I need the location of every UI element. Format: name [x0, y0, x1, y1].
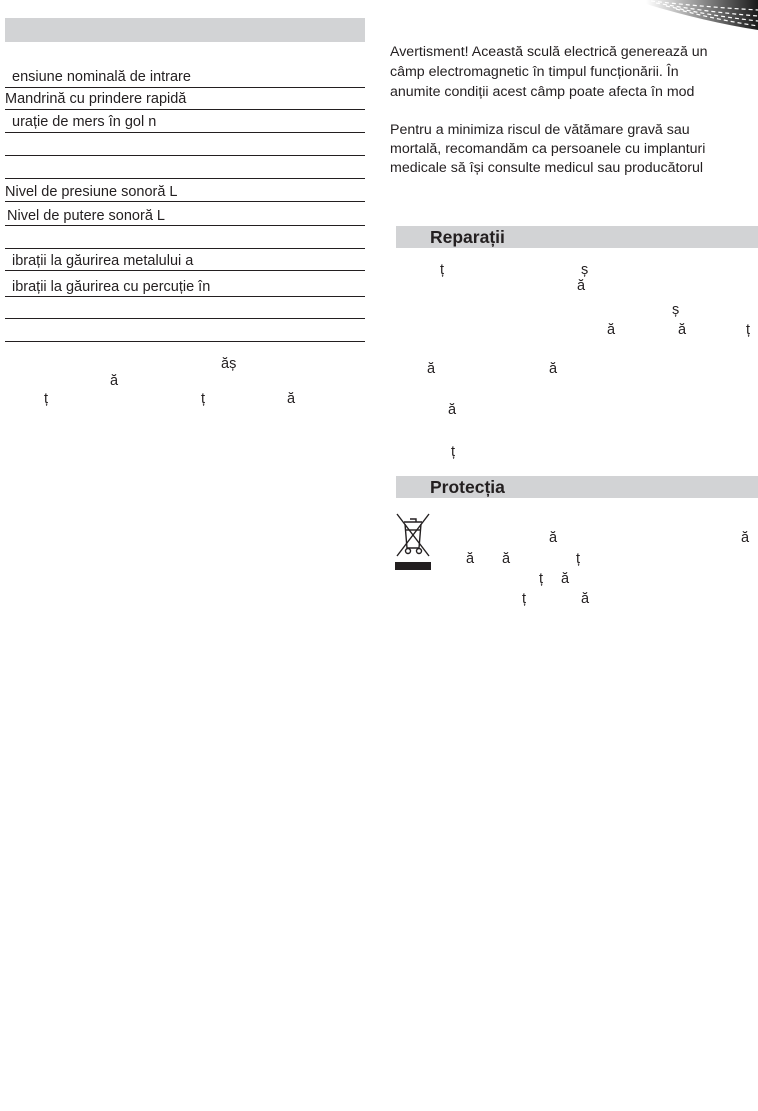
spec-row-label: Mandrină cu prindere rapidă [5, 91, 187, 107]
text-fragment: ă [607, 322, 616, 338]
text-fragment: ț [746, 322, 751, 338]
text-fragment: ă [110, 373, 119, 389]
spec-row-divider [5, 270, 365, 271]
paragraph-line: Avertisment! Această sculă electrică generează un [390, 44, 708, 60]
text-fragment: ă [678, 322, 687, 338]
repairs-section-title: Reparații [430, 227, 505, 247]
text-fragment: ț [44, 391, 49, 407]
text-fragment: ă [448, 402, 457, 418]
paragraph-line: Pentru a minimiza riscul de vătămare gravă sau [390, 122, 690, 138]
corner-decoration [646, 0, 758, 30]
repairs-section-header [396, 226, 758, 248]
spec-row-divider [5, 201, 365, 202]
protection-section-header [396, 476, 758, 498]
paragraph-line: mortală, recomandăm ca persoanele cu implanturi [390, 141, 706, 157]
spec-row-divider [5, 87, 365, 88]
spec-row-label: ibrații la găurirea cu percuție în [12, 279, 211, 295]
crossed-out-wheelie-bin-icon [393, 510, 433, 572]
spec-row-label: ensiune nominală de intrare [12, 69, 191, 85]
text-fragment: ă [427, 361, 436, 377]
paragraph-line: câmp electromagnetic în timpul funcționării. În [390, 64, 679, 80]
text-fragment: ă [577, 278, 586, 294]
text-fragment: ț [451, 444, 456, 460]
text-fragment: ăș [221, 356, 237, 372]
text-fragment: ă [581, 591, 590, 607]
text-fragment: ț [539, 571, 544, 587]
spec-row-label: Nivel de putere sonoră L [7, 208, 165, 224]
spec-row-label: ibrații la găurirea metalului a [12, 253, 194, 269]
protection-section-title: Protecția [430, 477, 505, 497]
text-fragment: ă [549, 361, 558, 377]
spec-row-divider [5, 132, 365, 133]
paragraph-line: anumite condiții acest câmp poate afecta în mod [390, 84, 695, 100]
text-fragment: ș [581, 262, 589, 278]
text-fragment: ă [502, 551, 511, 567]
text-fragment: ă [466, 551, 475, 567]
spec-row-label: urație de mers în gol n [12, 114, 157, 130]
spec-row-divider [5, 296, 365, 297]
spec-row-divider [5, 318, 365, 319]
text-fragment: ă [549, 530, 558, 546]
text-fragment: ț [201, 391, 206, 407]
text-fragment: ă [287, 391, 296, 407]
paragraph-line: medicale să își consulte medicul sau producătorul [390, 160, 704, 176]
text-fragment: ț [576, 551, 581, 567]
spec-row-divider [5, 341, 365, 342]
text-fragment: ă [561, 571, 570, 587]
spec-row-label: Nivel de presiune sonoră L [5, 184, 178, 200]
text-fragment: ă [741, 530, 750, 546]
spec-row-divider [5, 109, 365, 110]
spec-row-divider [5, 225, 365, 226]
text-fragment: ț [440, 262, 445, 278]
spec-row-divider [5, 248, 365, 249]
spec-row-divider [5, 178, 365, 179]
spec-row-divider [5, 155, 365, 156]
spec-table-header-bar [5, 18, 365, 42]
text-fragment: ț [522, 591, 527, 607]
text-fragment: ș [672, 302, 680, 318]
